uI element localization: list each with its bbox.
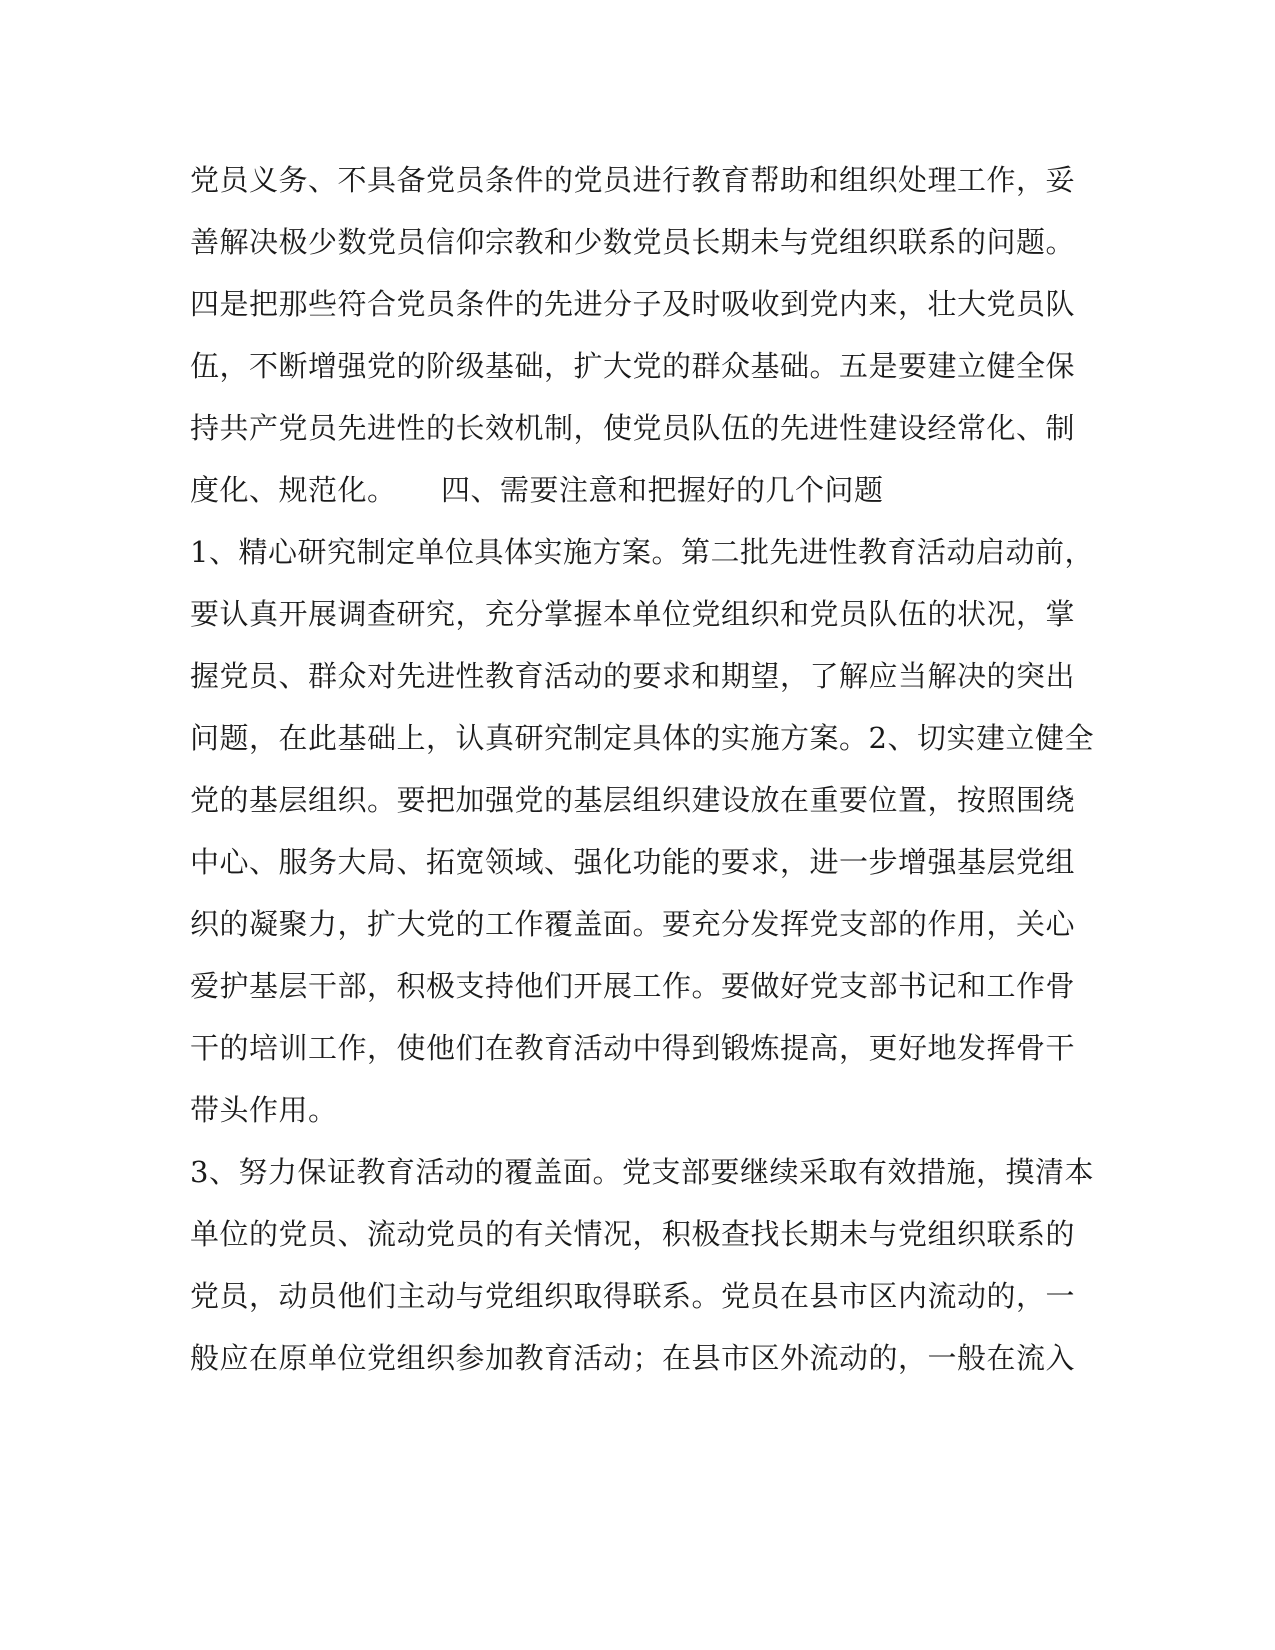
text-line-6: 度化、规范化。 四、需要注意和把握好的几个问题 [190,473,884,507]
text-line-11: 党的基层组织。要把加强党的基层组织建设放在重要位置，按照围绕 [190,783,1076,817]
text-line-20: 般应在原单位党组织参加教育活动；在县市区外流动的，一般在流入 [190,1341,1076,1375]
text-line-14: 爱护基层干部，积极支持他们开展工作。要做好党支部书记和工作骨 [190,969,1076,1003]
text-line-10: 问题，在此基础上，认真研究制定具体的实施方案。2、切实建立健全 [190,721,1094,755]
text-line-17: 3、努力保证教育活动的覆盖面。党支部要继续采取有效措施，摸清本 [190,1155,1094,1189]
text-line-7: 1、精心研究制定单位具体实施方案。第二批先进性教育活动启动前， [190,535,1094,569]
text-line-5: 持共产党员先进性的长效机制，使党员队伍的先进性建设经常化、制 [190,411,1076,445]
text-line-15: 干的培训工作，使他们在教育活动中得到锻炼提高，更好地发挥骨干 [190,1031,1076,1065]
text-line-12: 中心、服务大局、拓宽领域、强化功能的要求，进一步增强基层党组 [190,845,1076,879]
text-line-18: 单位的党员、流动党员的有关情况，积极查找长期未与党组织联系的 [190,1217,1076,1251]
text-line-3: 四是把那些符合党员条件的先进分子及时吸收到党内来，壮大党员队 [190,287,1076,321]
text-line-4: 伍，不断增强党的阶级基础，扩大党的群众基础。五是要建立健全保 [190,349,1076,383]
text-line-9: 握党员、群众对先进性教育活动的要求和期望，了解应当解决的突出 [190,659,1076,693]
text-line-1: 党员义务、不具备党员条件的党员进行教育帮助和组织处理工作，妥 [190,163,1076,197]
text-line-19: 党员，动员他们主动与党组织取得联系。党员在县市区内流动的，一 [190,1279,1076,1313]
text-line-8: 要认真开展调查研究，充分掌握本单位党组织和党员队伍的状况，掌 [190,597,1076,631]
text-line-16: 带头作用。 [190,1093,338,1127]
text-line-2: 善解决极少数党员信仰宗教和少数党员长期未与党组织联系的问题。 [190,225,1076,259]
text-line-13: 织的凝聚力，扩大党的工作覆盖面。要充分发挥党支部的作用，关心 [190,907,1076,941]
